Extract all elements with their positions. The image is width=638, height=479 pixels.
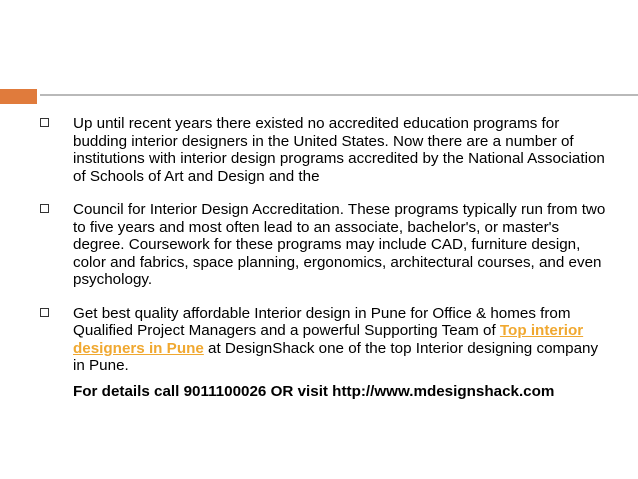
bullet-text	[73, 305, 610, 375]
square-bullet-icon	[40, 308, 49, 317]
bullet-text: Up until recent years there existed no accredited education programs for budding interior designers in the United States. Now there are a number of institutions with interior design programs accredited by the National Association of Schools of Art and Design and the	[73, 115, 605, 185]
bullet-text-after: at DesignShack one of the top Interior designing company in Pune.	[73, 339, 599, 374]
square-bullet-icon	[40, 118, 49, 127]
slide-content	[40, 115, 610, 400]
bullet-item	[40, 305, 610, 375]
square-bullet-icon	[40, 204, 49, 213]
accent-block	[0, 89, 37, 104]
contact-line: For details call 9011100026 OR visit http://www.mdesignshack.com	[73, 382, 555, 400]
bullet-item	[40, 201, 610, 289]
designers-link[interactable]: Top interior designers in Pune	[73, 322, 584, 357]
bullet-text: Council for Interior Design Accreditation. These programs typically run from two to five years and most often lead to an associate, bachelor's, or master's degree. Coursework for these programs may include CAD, furniture design, color and fabrics, space planning, ergonomics, architectural courses, and even psychology.	[73, 201, 606, 288]
bullet-text-before: Get best quality affordable Interior design in Pune for Office & homes from Qualified Project Managers and a powerful Supporting Team of	[73, 304, 571, 339]
bullet-item	[40, 115, 610, 185]
title-rule	[40, 94, 638, 96]
